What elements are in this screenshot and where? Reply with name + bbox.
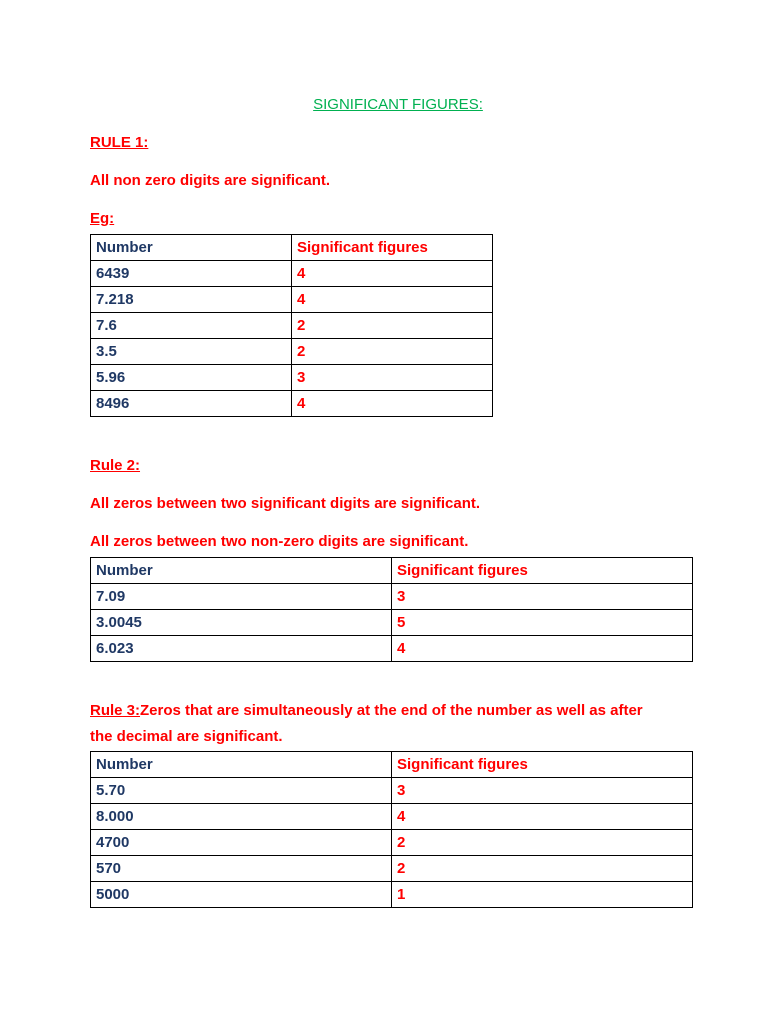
cell-number: 6439 (91, 261, 292, 287)
cell-significant-figures: 3 (392, 778, 693, 804)
table-row (91, 365, 493, 391)
header-number: Number (91, 558, 392, 584)
table-row (91, 610, 693, 636)
rule1-eg-label: Eg: (90, 210, 115, 227)
rule1-table-body (91, 235, 493, 417)
rule2-heading: Rule 2: (90, 457, 141, 474)
table-header-row (91, 752, 693, 778)
rule1-statement: All non zero digits are significant. (90, 172, 331, 189)
table-row (91, 778, 693, 804)
header-significant-figures: Significant figures (392, 752, 693, 778)
rule3-table-body (91, 752, 693, 908)
header-number: Number (91, 235, 292, 261)
table-header-row (91, 558, 693, 584)
table-row (91, 804, 693, 830)
table-row (91, 287, 493, 313)
table-row (91, 856, 693, 882)
cell-significant-figures: 2 (392, 856, 693, 882)
cell-number: 570 (91, 856, 392, 882)
header-significant-figures: Significant figures (292, 235, 493, 261)
table-row (91, 584, 693, 610)
table-row (91, 636, 693, 662)
cell-number: 5.96 (91, 365, 292, 391)
table-row (91, 830, 693, 856)
cell-number: 6.023 (91, 636, 392, 662)
table-row (91, 391, 493, 417)
header-number: Number (91, 752, 392, 778)
rule3-statement-line2: the decimal are significant. (90, 728, 283, 745)
cell-number: 7.09 (91, 584, 392, 610)
rule2-table-body (91, 558, 693, 662)
header-significant-figures: Significant figures (392, 558, 693, 584)
rule3-table (90, 751, 693, 908)
cell-significant-figures: 4 (392, 804, 693, 830)
cell-number: 5000 (91, 882, 392, 908)
cell-significant-figures: 2 (292, 313, 493, 339)
cell-significant-figures: 4 (292, 391, 493, 417)
cell-significant-figures: 2 (392, 830, 693, 856)
cell-number: 7.6 (91, 313, 292, 339)
table-row (91, 882, 693, 908)
rule3-statement-line1: Zeros that are simultaneously at the end of the number as well as after (140, 702, 643, 719)
cell-significant-figures: 2 (292, 339, 493, 365)
cell-significant-figures: 4 (392, 636, 693, 662)
rule2-table (90, 557, 693, 662)
cell-significant-figures: 3 (292, 365, 493, 391)
cell-number: 5.70 (91, 778, 392, 804)
rule1-heading: RULE 1: (90, 134, 149, 151)
cell-significant-figures: 4 (292, 287, 493, 313)
cell-number: 8496 (91, 391, 292, 417)
table-row (91, 313, 493, 339)
cell-number: 8.000 (91, 804, 392, 830)
cell-significant-figures: 3 (392, 584, 693, 610)
table-row (91, 339, 493, 365)
rule3-heading: Rule 3: (90, 702, 141, 719)
cell-number: 7.218 (91, 287, 292, 313)
cell-significant-figures: 4 (292, 261, 493, 287)
cell-number: 3.0045 (91, 610, 392, 636)
cell-significant-figures: 1 (392, 882, 693, 908)
cell-number: 4700 (91, 830, 392, 856)
table-row (91, 261, 493, 287)
page-title: SIGNIFICANT FIGURES: (313, 96, 483, 113)
cell-number: 3.5 (91, 339, 292, 365)
rule2-statement-2: All zeros between two non-zero digits are significant. (90, 533, 469, 550)
rule3-statement-line1-wrap (90, 702, 643, 719)
cell-significant-figures: 5 (392, 610, 693, 636)
rule2-statement-1: All zeros between two significant digits are significant. (90, 495, 481, 512)
rule1-table (90, 234, 493, 417)
table-header-row (91, 235, 493, 261)
